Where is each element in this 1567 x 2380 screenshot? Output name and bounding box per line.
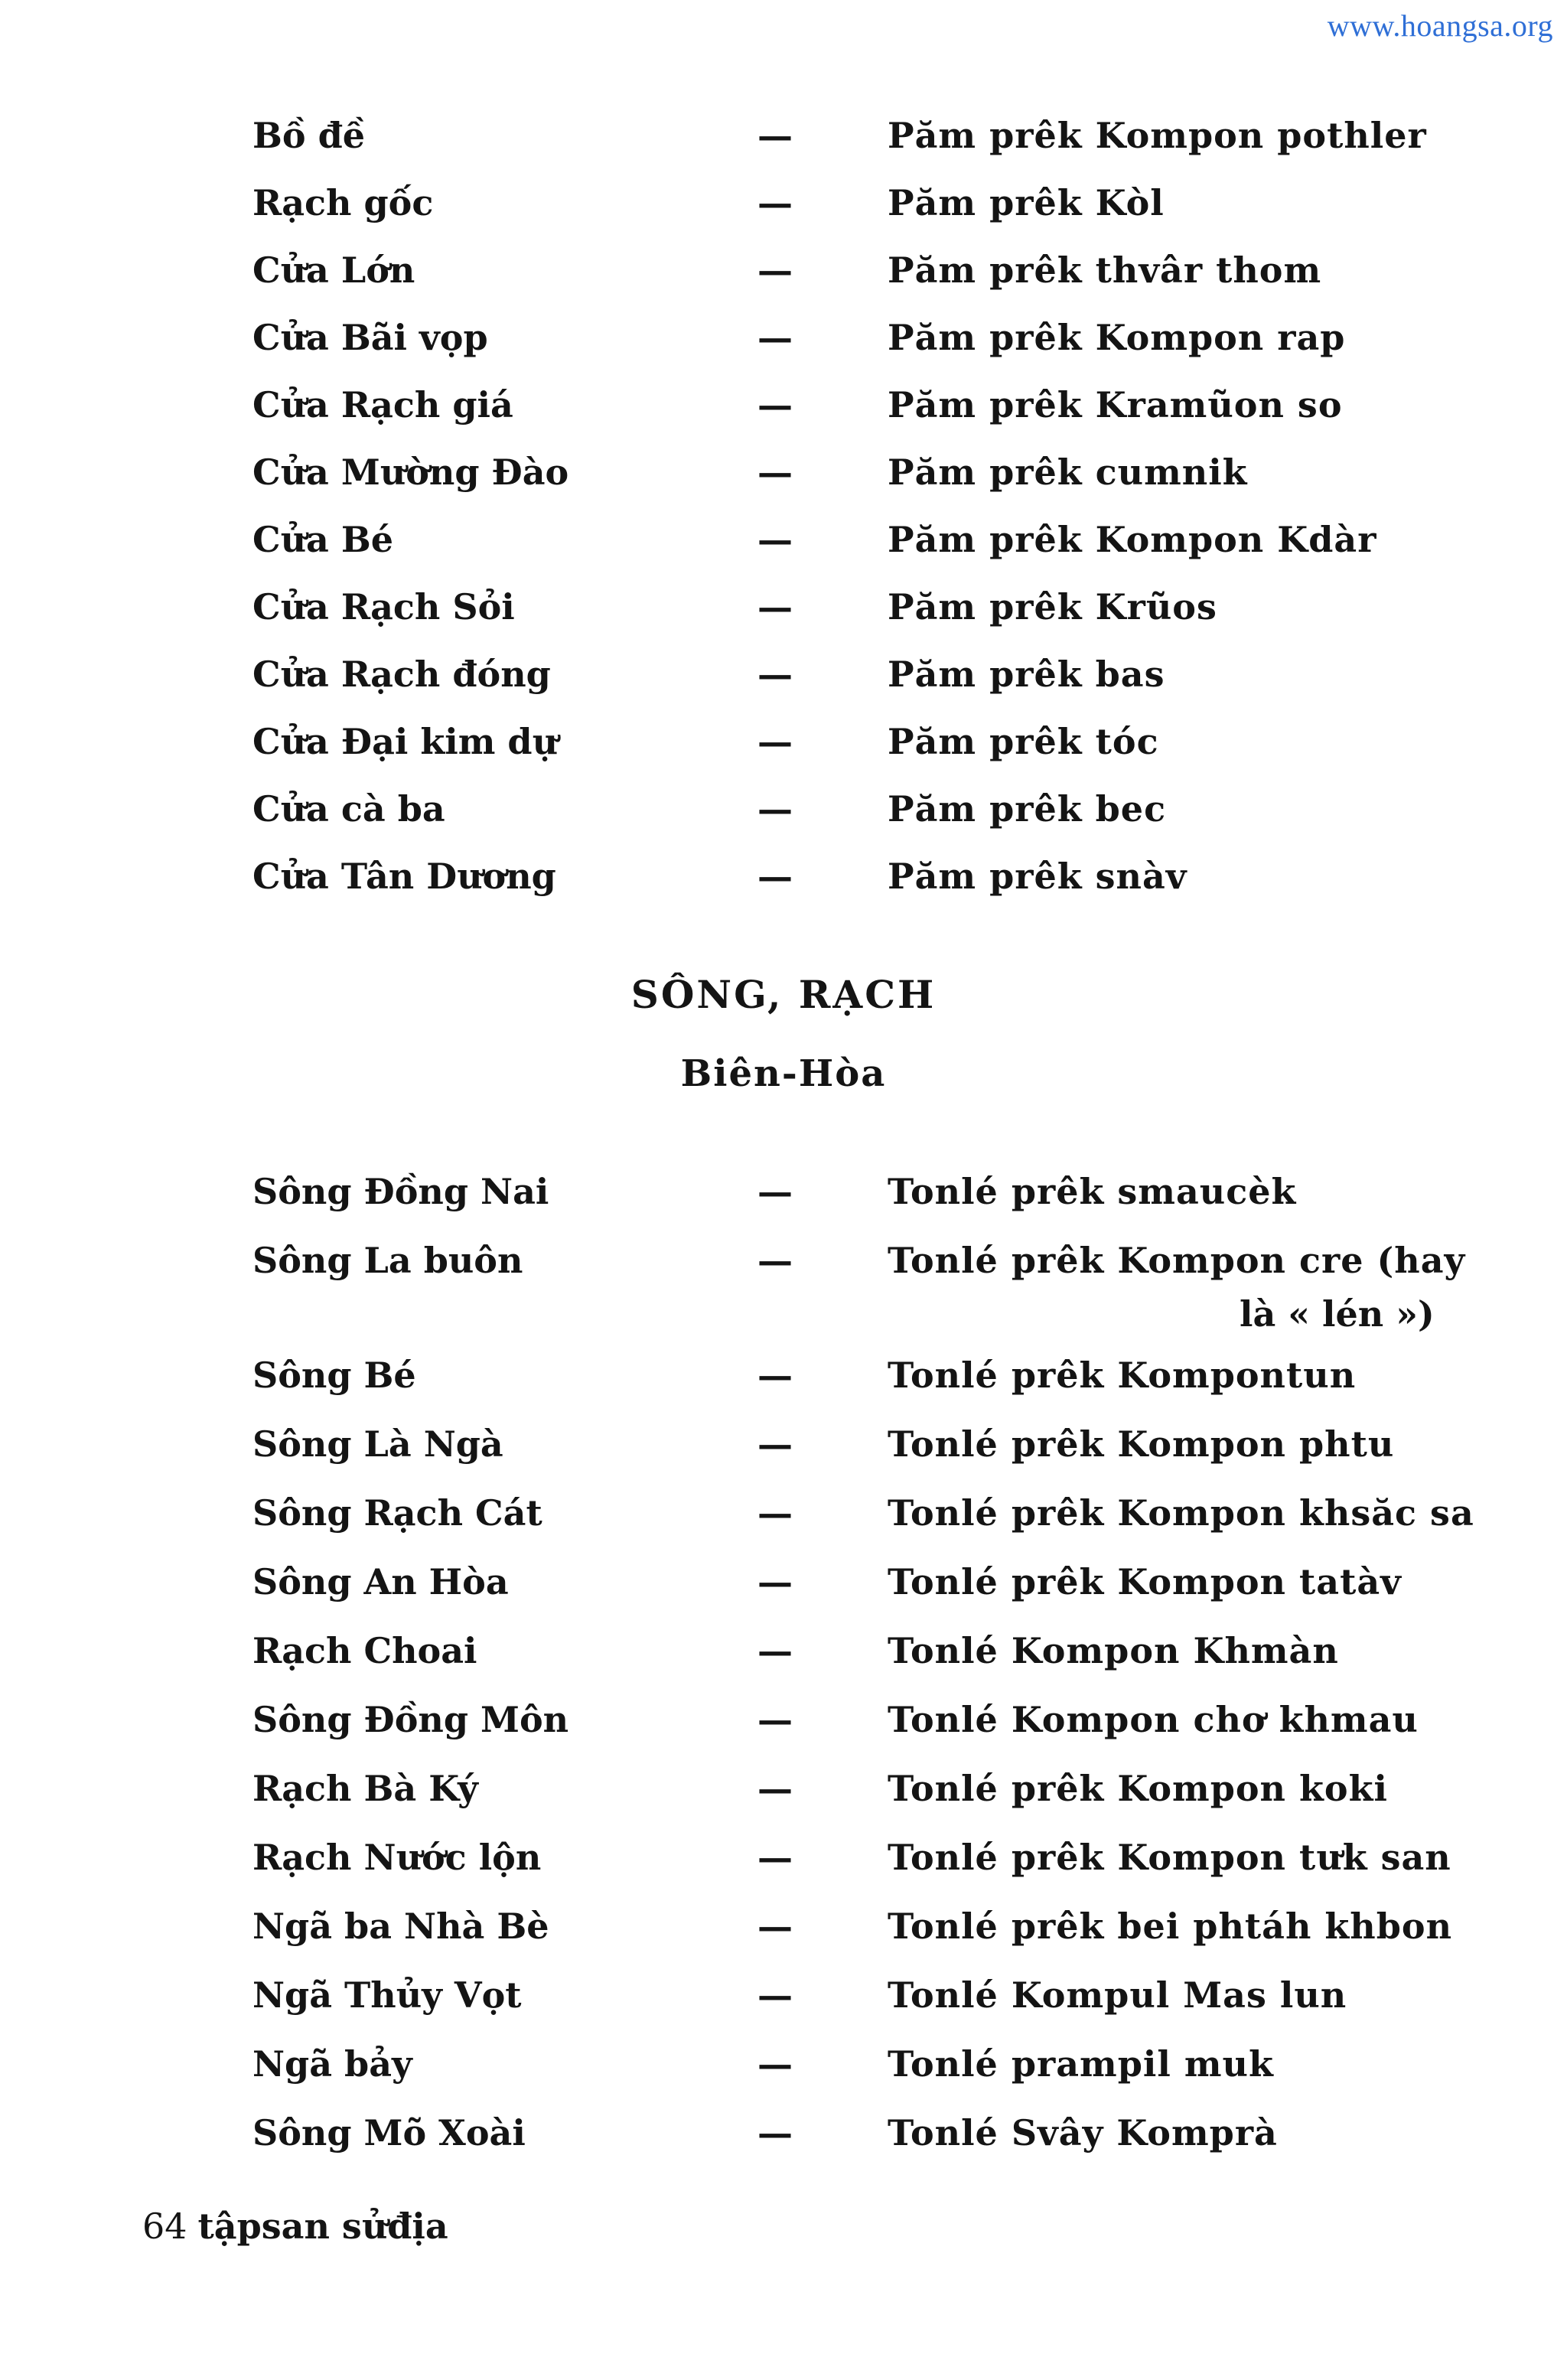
dash-separator: —	[757, 1423, 793, 1465]
list-item	[0, 586, 1567, 654]
list-item	[0, 856, 1567, 923]
dash-separator: —	[757, 1837, 793, 1878]
vietnamese-name: Sông Là Ngà	[252, 1423, 503, 1465]
list-item	[0, 1240, 1567, 1355]
dash-separator: —	[757, 115, 793, 156]
vietnamese-name: Sông Bé	[252, 1355, 416, 1396]
vietnamese-name: Sông Rạch Cát	[252, 1492, 542, 1534]
vietnamese-name: Cửa Đại kim dự	[252, 721, 559, 762]
dash-separator: —	[757, 721, 793, 762]
vietnamese-name: Rạch gốc	[252, 182, 434, 223]
dash-separator: —	[757, 1355, 793, 1396]
vietnamese-name: Cửa cà ba	[252, 788, 445, 830]
khmer-name: Tonlé Svây Komprà	[888, 2112, 1278, 2153]
list-item	[0, 115, 1567, 182]
vietnamese-name: Sông An Hòa	[252, 1561, 509, 1602]
section-subheading: Biên-Hòa	[680, 1052, 887, 1095]
dash-separator: —	[757, 856, 793, 897]
dash-separator: —	[757, 1492, 793, 1534]
vietnamese-name: Cửa Lớn	[252, 249, 415, 291]
list-item	[0, 1768, 1567, 1837]
vietnamese-name: Cửa Bãi vọp	[252, 317, 488, 358]
khmer-name: Păm prêk snàv	[888, 856, 1187, 897]
dash-separator: —	[757, 452, 793, 493]
dash-separator: —	[757, 1561, 793, 1602]
dash-separator: —	[757, 384, 793, 425]
khmer-name: Tonlé prêk Kompon phtu	[888, 1423, 1395, 1465]
khmer-name: Tonlé prêk bei phtáh khbon	[888, 1906, 1453, 1947]
vietnamese-name: Rạch Choai	[252, 1630, 477, 1671]
dash-separator: —	[757, 1171, 793, 1212]
khmer-name: Tonlé prêk Kompontun	[888, 1355, 1357, 1396]
dash-separator: —	[757, 654, 793, 695]
vietnamese-name: Cửa Tân Dương	[252, 856, 556, 897]
khmer-name: Tonlé prêk Kompon cre (hay	[888, 1240, 1466, 1281]
page-footer	[142, 2206, 448, 2247]
list-item	[0, 2043, 1567, 2112]
khmer-name: Tonlé prêk Kompon khsăc sa	[888, 1492, 1474, 1534]
list-item	[0, 1355, 1567, 1423]
dash-separator: —	[757, 1630, 793, 1671]
vietnamese-name: Cửa Mường Đào	[252, 452, 569, 493]
khmer-name: Păm prêk Kramũon so	[888, 384, 1343, 425]
khmer-name: Păm prêk tóc	[888, 721, 1159, 762]
vietnamese-name: Cửa Rạch đóng	[252, 654, 551, 695]
page-number: 64	[142, 2206, 187, 2247]
vietnamese-name: Cửa Bé	[252, 519, 394, 560]
list-item	[0, 1906, 1567, 1974]
dash-separator: —	[757, 519, 793, 560]
vietnamese-name: Rạch Nước lộn	[252, 1837, 542, 1878]
list-item	[0, 1171, 1567, 1240]
list-item	[0, 1561, 1567, 1630]
khmer-name: Tonlé Kompul Mas lun	[888, 1974, 1347, 2016]
place-name-list-rivers	[0, 1171, 1567, 2181]
dash-separator: —	[757, 586, 793, 628]
dash-separator: —	[757, 2043, 793, 2085]
khmer-name: Păm prêk Krũos	[888, 586, 1217, 628]
vietnamese-name: Sông La buôn	[252, 1240, 523, 1281]
khmer-name: Păm prêk Kompon Kdàr	[888, 519, 1377, 560]
khmer-name: Tonlé prêk Kompon tatàv	[888, 1561, 1402, 1602]
khmer-name: Păm prêk Kòl	[888, 182, 1165, 223]
vietnamese-name: Sông Đồng Nai	[252, 1171, 549, 1212]
list-item	[0, 182, 1567, 249]
dash-separator: —	[757, 182, 793, 223]
khmer-name: Păm prêk bec	[888, 788, 1167, 830]
khmer-name: Păm prêk thvâr thom	[888, 249, 1322, 291]
list-item	[0, 1423, 1567, 1492]
list-item	[0, 721, 1567, 788]
khmer-name: Păm prêk cumnik	[888, 452, 1248, 493]
list-item	[0, 249, 1567, 317]
watermark-link[interactable]: www.hoangsa.org	[1327, 8, 1553, 43]
khmer-name: Tonlé Kompon chơ khmau	[888, 1699, 1419, 1740]
list-item	[0, 384, 1567, 452]
dash-separator: —	[757, 788, 793, 830]
dash-separator: —	[757, 1699, 793, 1740]
dash-separator: —	[757, 317, 793, 358]
dash-separator: —	[757, 249, 793, 291]
khmer-name-continuation: là « lén »)	[1240, 1293, 1435, 1335]
dash-separator: —	[757, 1768, 793, 1809]
khmer-name: Păm prêk bas	[888, 654, 1165, 695]
list-item	[0, 317, 1567, 384]
list-item	[0, 788, 1567, 856]
vietnamese-name: Ngã bảy	[252, 2043, 412, 2085]
list-item	[0, 1699, 1567, 1768]
dash-separator: —	[757, 1974, 793, 2016]
list-item	[0, 519, 1567, 586]
list-item	[0, 452, 1567, 519]
vietnamese-name: Bồ đề	[252, 115, 366, 156]
dash-separator: —	[757, 2112, 793, 2153]
vietnamese-name: Sông Mõ Xoài	[252, 2112, 526, 2153]
list-item	[0, 1837, 1567, 1906]
dash-separator: —	[757, 1240, 793, 1281]
vietnamese-name: Rạch Bà Ký	[252, 1768, 478, 1809]
khmer-name: Tonlé prêk smaucèk	[888, 1171, 1297, 1212]
section-heading: SÔNG, RẠCH	[630, 972, 937, 1017]
list-item	[0, 1974, 1567, 2043]
khmer-name: Tonlé prêk Kompon koki	[888, 1768, 1388, 1809]
khmer-name: Tonlé prampil muk	[888, 2043, 1274, 2085]
vietnamese-name: Sông Đồng Môn	[252, 1699, 569, 1740]
khmer-name: Păm prêk Kompon pothler	[888, 115, 1427, 156]
vietnamese-name: Cửa Rạch giá	[252, 384, 513, 425]
journal-title: tậpsan sửđịa	[197, 2206, 448, 2247]
list-item	[0, 654, 1567, 721]
khmer-name: Tonlé Kompon Khmàn	[888, 1630, 1339, 1671]
khmer-name: Păm prêk Kompon rap	[888, 317, 1346, 358]
vietnamese-name: Ngã ba Nhà Bè	[252, 1906, 549, 1947]
dash-separator: —	[757, 1906, 793, 1947]
place-name-list-coastal	[0, 115, 1567, 923]
list-item	[0, 1630, 1567, 1699]
vietnamese-name: Cửa Rạch Sỏi	[252, 586, 515, 628]
list-item	[0, 2112, 1567, 2181]
list-item	[0, 1492, 1567, 1561]
khmer-name: Tonlé prêk Kompon tưk san	[888, 1837, 1451, 1878]
vietnamese-name: Ngã Thủy Vọt	[252, 1974, 522, 2016]
